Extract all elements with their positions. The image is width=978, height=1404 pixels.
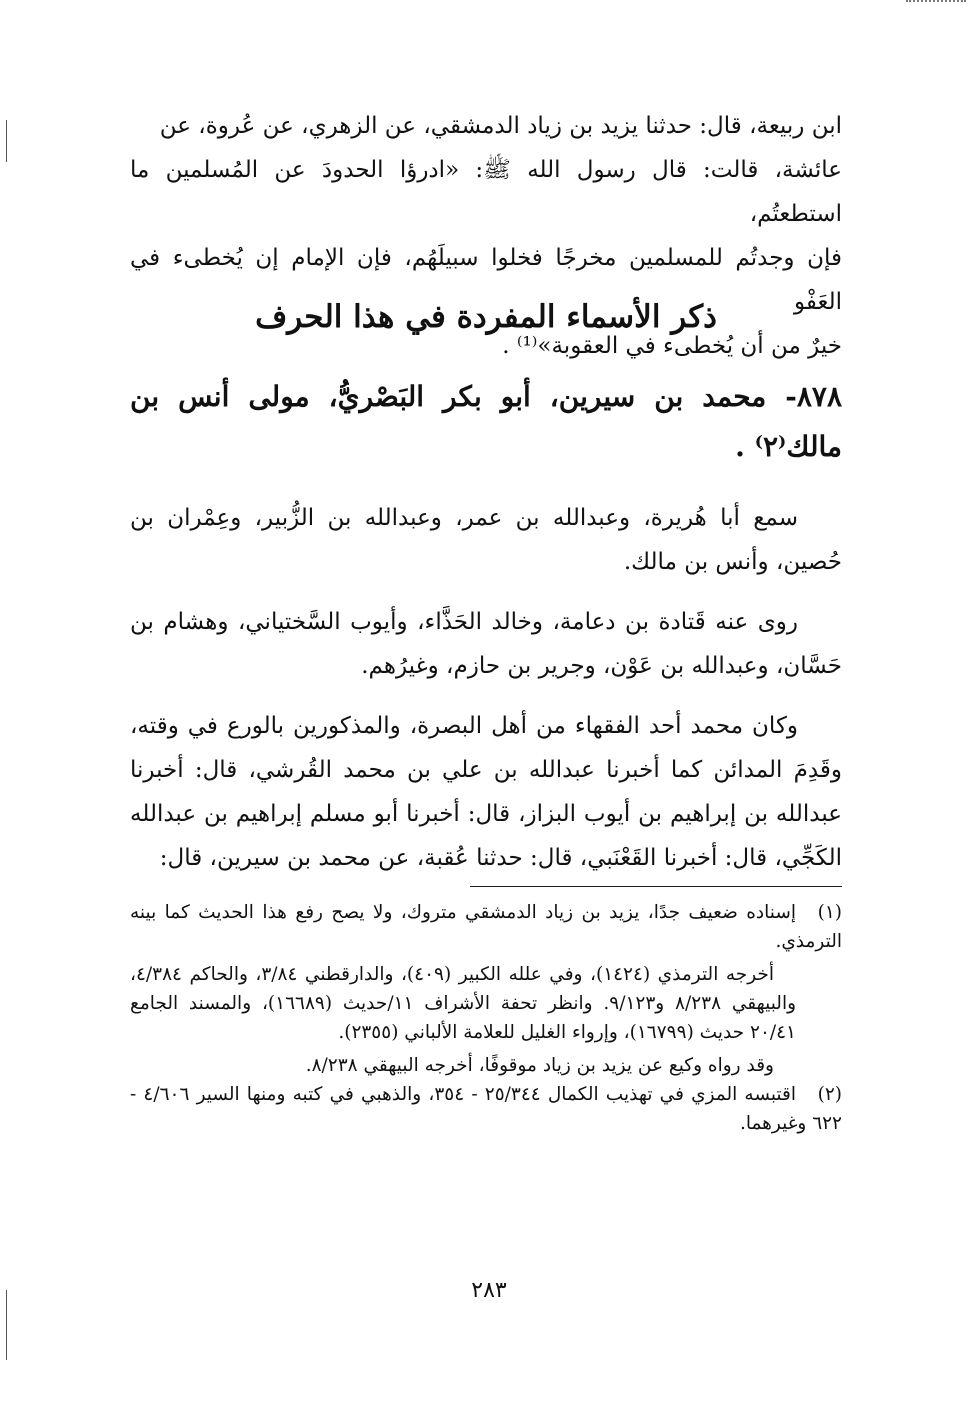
entry-title: ٨٧٨- محمد بن سيرين، أبو بكر البَصْريُّ، مولى أنس بن مالك⁽٢⁾ . (130, 380, 842, 463)
text-line: فإن وجدتُم للمسلمين مخرجًا فخلوا سبيلَهُم، فإن الإمام إن يُخطىء في العَفْو (130, 245, 842, 315)
footnote-2 (130, 1080, 842, 1138)
paragraph-narrators: روى عنه قَتادة بن دعامة، وخالد الحَذَّاء، وأيوب السَّختياني، وهشام بن حَسَّان، وعبدالله بن عَوْن، وجرير بن حازم، وغيرُهم. (130, 609, 842, 679)
footnote-1-note: وقد رواه وكيع عن يزيد بن زياد موقوفًا، أخرجه البيهقي ٨/٢٣٨. (305, 1055, 774, 1076)
footnotes (130, 898, 842, 1138)
footnote-1 (130, 898, 842, 956)
entry-body (130, 496, 842, 880)
footnote-text: اقتبسه المزي في تهذيب الكمال ٢٥/٣٤٤ - ٣٥٤، والذهبي في كتبه ومنها السير ٤/٦٠٦ - ٦٢٢ وغيرهما. (130, 1084, 842, 1134)
footnote-number: (٢) (817, 1084, 842, 1105)
paragraph-biography: وكان محمد أحد الفقهاء من أهل البصرة، والمذكورين بالورع في وقته، وقَدِمَ المدائن كما أخبرنا عبدالله بن علي بن محمد القُرشي، قال: أخبرنا عبدالله بن إبراهيم بن أيوب البزاز، قال: أخبرنا أبو مسلم إبراهيم بن عبدالله الكَجِّي، قال: أخبرنا القَعْنَبي، قال: حدثنا عُقبة، عن محمد بن سيرين، قال: (130, 713, 842, 871)
text-line: عائشة، قالت: قال رسول الله ﷺ: «ادرؤا الحدودَ عن المُسلمين ما استطعتُم، (130, 157, 842, 227)
text-line: ابن ربيعة، قال: حدثنا يزيد بن زياد الدمشقي، عن الزهري، عن عُروة، عن (159, 113, 842, 139)
scan-edge-mark (6, 120, 7, 162)
page-number: ٢٨٣ (471, 1278, 507, 1303)
footnote-text: إسناده ضعيف جدًا، يزيد بن زياد الدمشقي متروك، ولا يصح رفع هذا الحديث كما بينه الترمذي. (130, 902, 842, 952)
paragraph-heard-from: سمع أبا هُريرة، وعبدالله بن عمر، وعبدالله بن الزُّبير، وعِمْران بن حُصين، وأنس بن مالك. (130, 505, 842, 575)
text-line: خيرٌ من أن يُخطىء في العقوبة»⁽¹⁾ . (502, 333, 842, 359)
footnote-1-references: أخرجه الترمذي (١٤٢٤)، وفي علله الكبير (٤٠٩)، والدارقطني ٣/٨٤، والحاكم ٤/٣٨٤، والبيهقي ٨/٢٣٨ و٩/١٢٣. وانظر تحفة الأشراف ١١/حديث (١٦٦٨٩)، والمسند الجامع ٢٠/٤١ حديث (١٦٧٩٩)، وإرواء الغليل للعلامة الألباني (٢٣٥٥). (130, 964, 797, 1043)
section-heading: ذكر الأسماء المفردة في هذا الحرف (255, 299, 717, 335)
footnote-separator (470, 886, 842, 887)
footnote-number: (١) (817, 902, 842, 923)
scan-corner-mark (906, 0, 966, 5)
